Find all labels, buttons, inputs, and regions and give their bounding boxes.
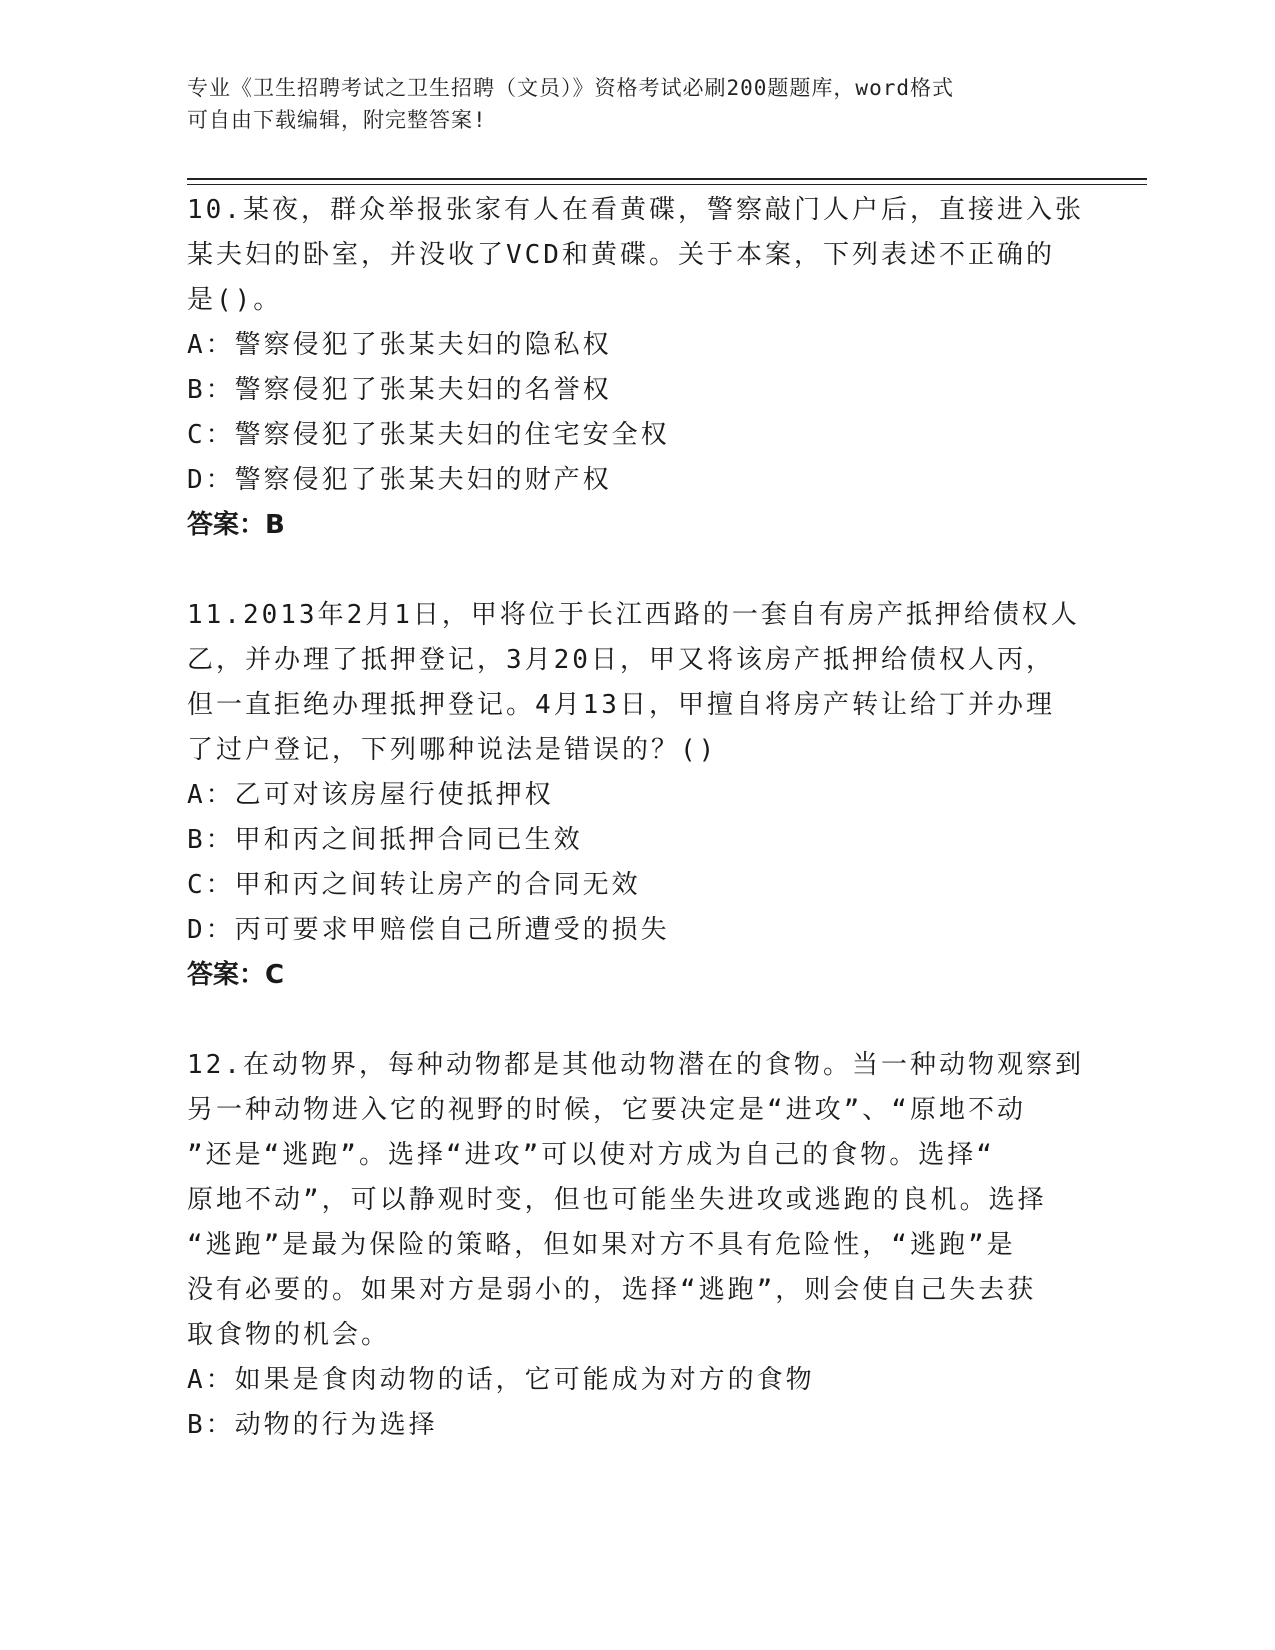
option-d: D：丙可要求甲赔偿自己所遭受的损失 <box>187 915 670 945</box>
header-line-2: 可自由下载编辑，附完整答案! <box>187 108 487 132</box>
question-stem-line: 某夫妇的卧室，并没收了VCD和黄碟。关于本案，下列表述不正确的 <box>187 240 1055 270</box>
answer-label: 答案：C <box>187 960 285 990</box>
question-stem-line: 原地不动”，可以静观时变，但也可能坐失进攻或逃跑的良机。选择 <box>187 1185 1047 1215</box>
question-stem-line: 10.某夜，群众举报张家有人在看黄碟，警察敲门人户后，直接进入张 <box>187 195 1084 225</box>
option-c: C：甲和丙之间转让房产的合同无效 <box>187 870 641 900</box>
spacer <box>187 998 1087 1043</box>
header-line-1: 专业《卫生招聘考试之卫生招聘（文员）》资格考试必刷200题题库，word格式 <box>187 76 954 100</box>
option-d: D：警察侵犯了张某夫妇的财产权 <box>187 465 612 495</box>
option-a: A：乙可对该房屋行使抵押权 <box>187 780 554 810</box>
question-stem-line: ”还是“逃跑”。选择“进攻”可以使对方成为自己的食物。选择“ <box>187 1140 995 1170</box>
question-11 <box>187 593 1087 998</box>
option-c: C：警察侵犯了张某夫妇的住宅安全权 <box>187 420 670 450</box>
option-b: B：动物的行为选择 <box>187 1410 438 1440</box>
question-stem-line: 乙，并办理了抵押登记，3月20日，甲又将该房产抵押给债权人丙， <box>187 645 1055 675</box>
option-a: A：如果是食肉动物的话，它可能成为对方的食物 <box>187 1365 815 1395</box>
question-stem-line: 但一直拒绝办理抵押登记。4月13日，甲擅自将房产转让给丁并办理 <box>187 690 1055 720</box>
question-10 <box>187 188 1087 548</box>
answer-label: 答案：B <box>187 510 285 540</box>
header-divider-thin <box>187 184 1147 185</box>
question-stem-line: “逃跑”是最为保险的策略，但如果对方不具有危险性，“逃跑”是 <box>187 1230 1016 1260</box>
question-12 <box>187 1043 1087 1448</box>
spacer <box>187 548 1087 593</box>
option-b: B：甲和丙之间抵押合同已生效 <box>187 825 583 855</box>
option-a: A：警察侵犯了张某夫妇的隐私权 <box>187 330 612 360</box>
question-stem-line: 11.2013年2月1日，甲将位于长江西路的一套自有房产抵押给债权人 <box>187 600 1080 630</box>
question-stem-line: 是()。 <box>187 285 283 315</box>
question-list <box>187 188 1087 1448</box>
question-stem-line: 取食物的机会。 <box>187 1320 391 1350</box>
question-stem-line: 没有必要的。如果对方是弱小的，选择“逃跑”，则会使自己失去获 <box>187 1275 1037 1305</box>
question-stem-line: 另一种动物进入它的视野的时候，它要决定是“进攻”、“原地不动 <box>187 1095 1026 1125</box>
header-divider-thick <box>187 178 1147 180</box>
option-b: B：警察侵犯了张某夫妇的名誉权 <box>187 375 612 405</box>
question-stem-line: 了过户登记，下列哪种说法是错误的？() <box>187 735 718 765</box>
document-header <box>187 72 1067 136</box>
question-stem-line: 12.在动物界，每种动物都是其他动物潜在的食物。当一种动物观察到 <box>187 1050 1084 1080</box>
